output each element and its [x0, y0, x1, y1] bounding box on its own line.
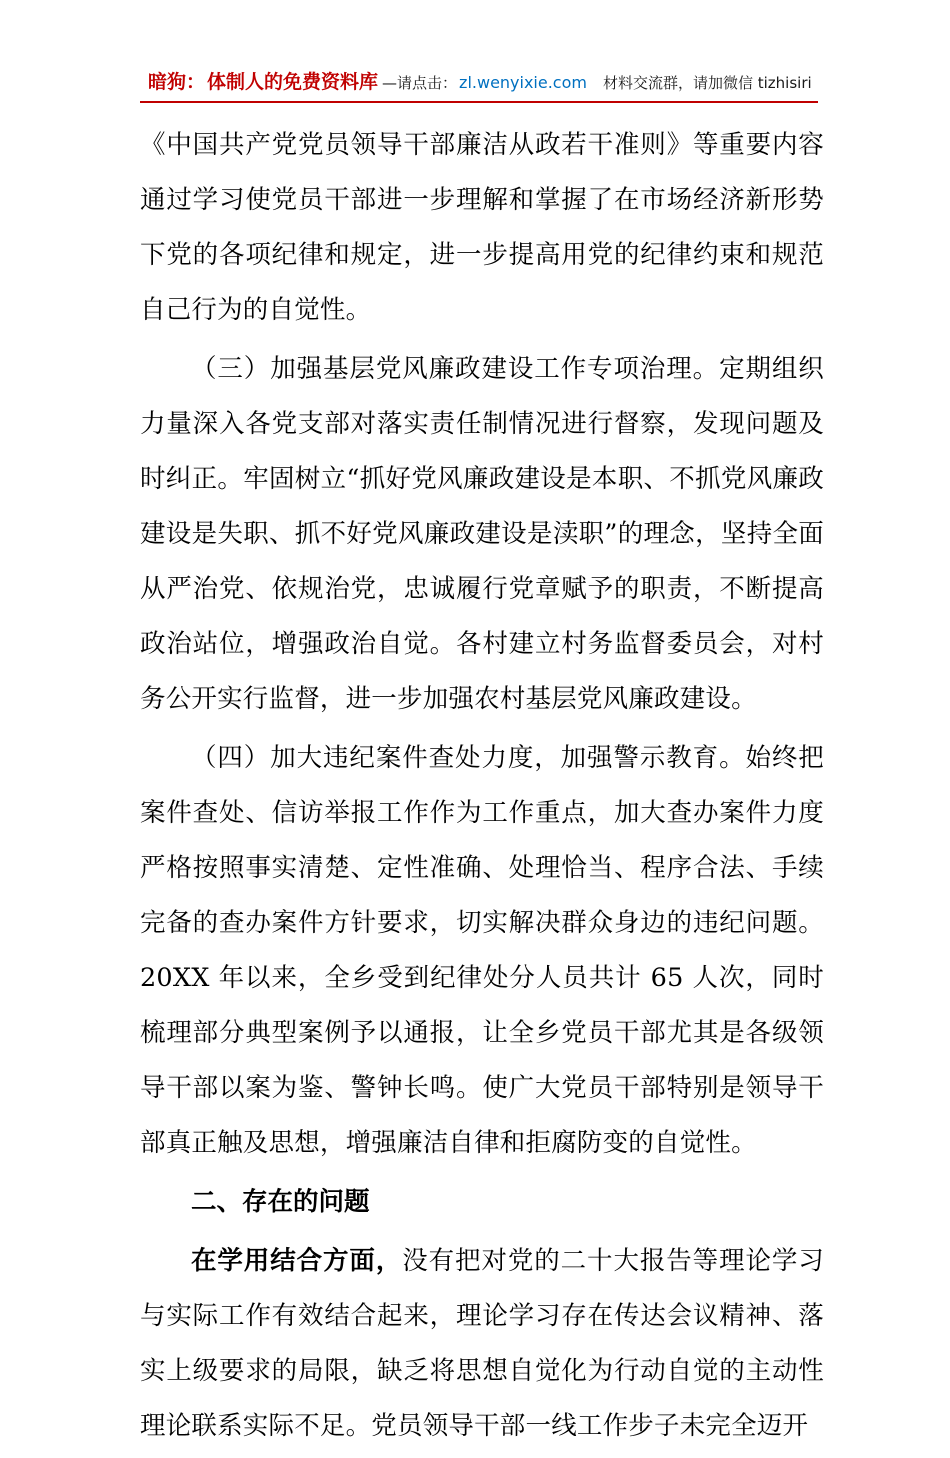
promo-brand: 暗狗： — [148, 70, 206, 93]
promo-cta: —请点击： — [382, 73, 458, 92]
section-heading: 二、存在的问题 — [191, 1187, 370, 1217]
promo-banner — [0, 58, 950, 102]
promo-wechat-note: 材料交流群，请加微信 tizhisiri — [602, 73, 812, 92]
paragraph-1: 《中国共产党党员领导干部廉洁从政若干准则》等重要内容通过学习使党员干部进一步理解和掌握了在市场经济新形势下党的各项纪律和规定，进一步提高用党的纪律约束和规范自己行为的自觉性。 — [140, 130, 824, 325]
promo-link[interactable]: zl.wenyixie.com — [459, 72, 587, 92]
paragraph-2: （三）加强基层党风廉政建设工作专项治理。定期组织力量深入各党支部对落实责任制情况进行督察，发现问题及时纠正。牢固树立“抓好党风廉政建设是本职、不抓党风廉政建设是失职、抓不好党风廉政建设是渎职”的理念，坚持全面从严治党、依规治党，忠诚履行党章赋予的职责，不断提高政治站位，增强政治自觉。各村建立村务监督委员会，对村务公开实行监督，进一步加强农村基层党风廉政建设。 — [140, 354, 824, 714]
paragraph-4 — [140, 1234, 824, 1454]
paragraph-4-rest: 没有把对党的二十大报告等理论学习与实际工作有效结合起来，理论学习存在传达会议精神、落实上级要求的局限，缺乏将思想自觉化为行动自觉的主动性理论联系实际不足。党员领导干部一线工作步子未完全迈开 — [140, 1246, 824, 1441]
paragraph-3: （四）加大违纪案件查处力度，加强警示教育。始终把案件查处、信访举报工作作为工作重点，加大查办案件力度严格按照事实清楚、定性准确、处理恰当、程序合法、手续完备的查办案件方针要求，切实解决群众身边的违纪问题。20XX 年以来，全乡受到纪律处分人员共计 65 人次，同时梳理部分典型案例予以通报，让全乡党员干部尤其是各级领导干部以案为鉴、警钟长鸣。使广大党员干部特别是领导干部真正触及思想，增强廉洁自律和拒腐防变的自觉性。 — [140, 743, 824, 1158]
promo-tagline: 体制人的免费资料库 — [207, 70, 379, 93]
paragraph-4-lead: 在学用结合方面， — [191, 1246, 403, 1276]
promo-banner-content — [0, 67, 812, 94]
banner-divider — [140, 101, 818, 103]
document-page — [140, 118, 824, 1458]
